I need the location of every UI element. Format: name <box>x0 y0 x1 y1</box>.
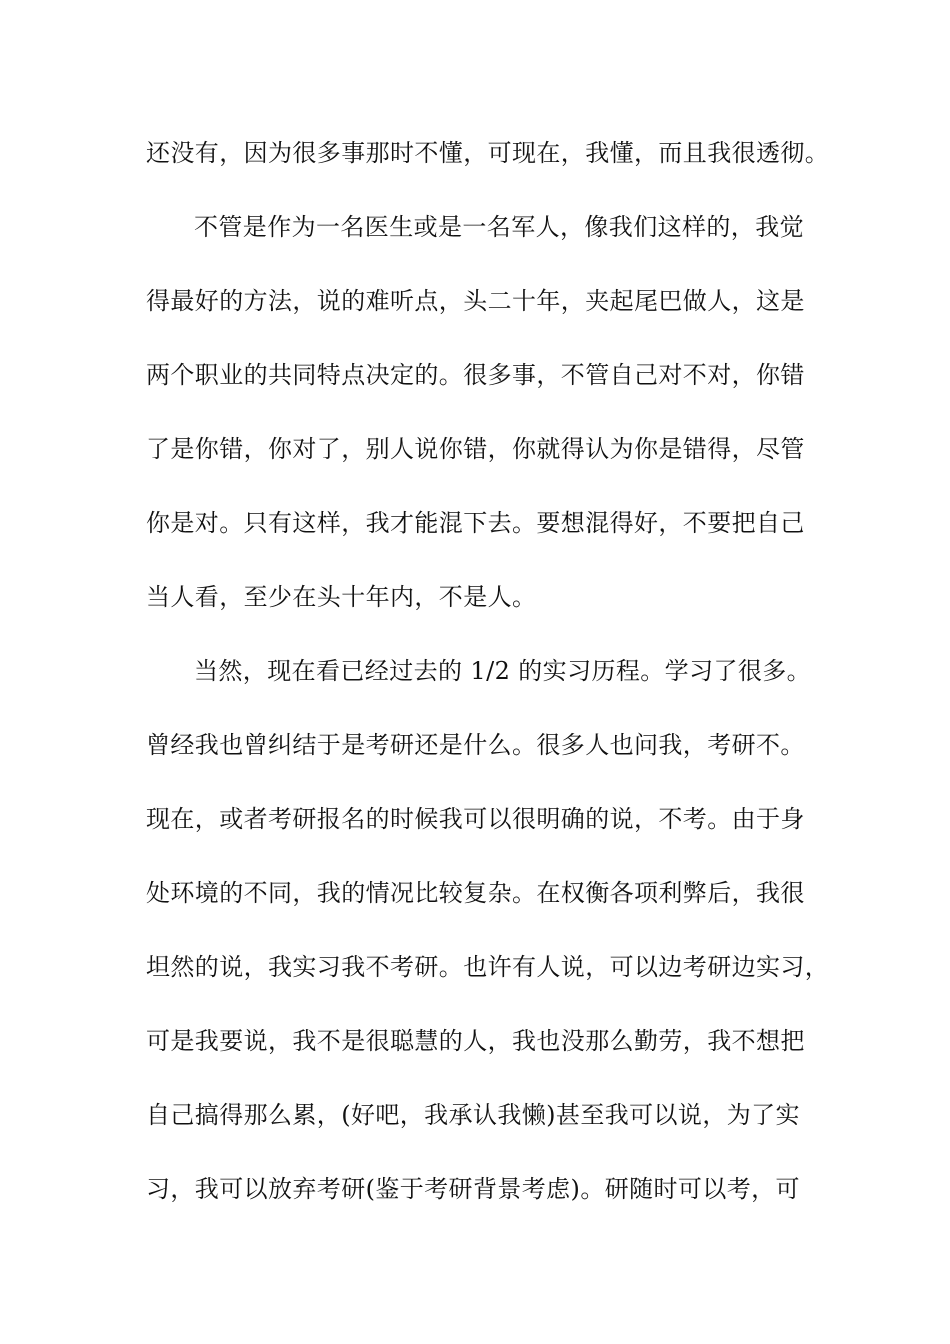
text-line: 你是对。只有这样，我才能混下去。要想混得好，不要把自己 <box>146 509 805 537</box>
paragraph-start-line: 当然，现在看已经过去的 1/2 的实习历程。学习了很多。 <box>194 657 812 685</box>
text-line: 了是你错，你对了，别人说你错，你就得认为你是错得，尽管 <box>146 435 805 463</box>
paragraph-start-line: 不管是作为一名医生或是一名军人，像我们这样的，我觉 <box>194 213 804 241</box>
text-line: 得最好的方法，说的难听点，头二十年，夹起尾巴做人，这是 <box>146 287 805 315</box>
text-line: 习，我可以放弃考研(鉴于考研背景考虑)。研随时可以考，可 <box>146 1175 800 1203</box>
text-line: 坦然的说，我实习我不考研。也许有人说，可以边考研边实习， <box>146 953 830 981</box>
text-line: 自己搞得那么累，(好吧，我承认我懒)甚至我可以说，为了实 <box>146 1101 800 1129</box>
text-line: 还没有，因为很多事那时不懂，可现在，我懂，而且我很透彻。 <box>146 139 830 167</box>
text-line: 现在，或者考研报名的时候我可以很明确的说，不考。由于身 <box>146 805 805 833</box>
body-text <box>146 131 836 1241</box>
text-line: 当人看，至少在头十年内，不是人。 <box>146 583 537 611</box>
text-line: 可是我要说，我不是很聪慧的人，我也没那么勤劳，我不想把 <box>146 1027 805 1055</box>
text-line: 处环境的不同，我的情况比较复杂。在权衡各项利弊后，我很 <box>146 879 805 907</box>
text-line: 两个职业的共同特点决定的。很多事，不管自己对不对，你错 <box>146 361 805 389</box>
text-line: 曾经我也曾纠结于是考研还是什么。很多人也问我，考研不。 <box>146 731 805 759</box>
